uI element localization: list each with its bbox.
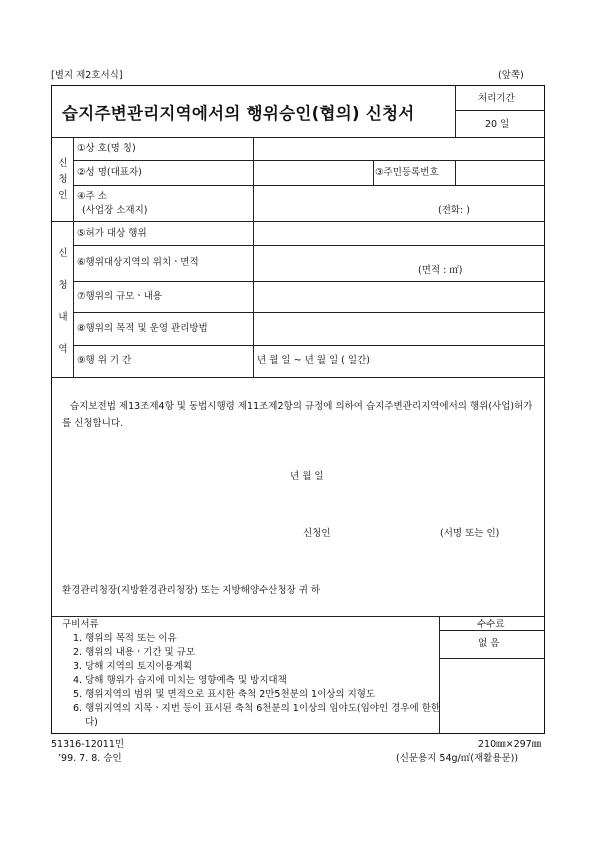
processing-period-label: 처리기간 (478, 93, 515, 104)
list-item: 2. 행위의 내용ㆍ기간 및 규모 (73, 647, 196, 658)
list-item: 4. 당해 행위가 습지에 미치는 영향예측 및 방지대책 (73, 675, 287, 686)
location-area-label: ⑥행위대상지역의 위치ㆍ면적 (77, 257, 199, 268)
form-title: 습지주변관리지역에서의 행위승인(협의) 신청서 (62, 104, 415, 123)
form-code: 51316-12011민 (51, 739, 125, 750)
list-item: 5. 행위지역의 범위 및 면적으로 표시한 축척 2만5천분의 1이상의 지형도 (73, 689, 376, 700)
representative-name-label: ②성 명(대표자) (77, 167, 142, 178)
permit-target-label: ⑤허가 대상 행위 (77, 228, 147, 239)
page-side-label: (앞쪽) (498, 70, 524, 81)
application-statement: 습지보전법 제13조제4항 및 동법시행령 제11조제2항의 규정에 의하여 습지주변관리지역에서의 행위(사업)허가를 신청합니다. (62, 401, 533, 429)
application-date: 년 월 일 (290, 471, 324, 482)
list-item: 다) (85, 717, 98, 728)
scale-content-label: ⑦행위의 규모ㆍ내용 (77, 291, 162, 302)
purpose-management-label: ⑧행위의 목적 및 운영 관리방법 (77, 323, 208, 334)
applicant-section-label: 신 청 인 (58, 158, 68, 201)
business-name-label: ①상 호(명 칭) (77, 143, 136, 154)
applicant-label: 신청인 (303, 528, 331, 539)
paper-type: (신문용지 54g/㎡(재활용문)) (396, 753, 519, 764)
list-item: 1. 행위의 목적 또는 이유 (73, 633, 177, 644)
approval-date: ’99. 7. 8. 승인 (58, 753, 122, 764)
period-field: 년 월 일 ~ 년 월 일 ( 일간) (257, 355, 370, 366)
address-label: ④주 소 (77, 191, 107, 202)
period-label: ⑨행 위 기 간 (77, 355, 132, 366)
paper-size: 210㎜×297㎜ (478, 739, 542, 750)
address-sublabel: (사업장 소재지) (82, 205, 148, 216)
registration-number-label: ③주민등록번호 (375, 167, 439, 178)
fee-value: 없 음 (478, 638, 500, 649)
processing-period-value: 20 일 (485, 119, 510, 130)
list-item: 3. 당해 지역의 토지이용계획 (73, 661, 193, 672)
form-number: [별지 제2호서식] (51, 70, 123, 81)
fee-label: 수수료 (477, 619, 505, 630)
area-field: (면적 : ㎡) (418, 265, 463, 276)
recipient-line: 환경관리청장(지방환경관리청장) 또는 지방해양수산청장 귀 하 (62, 585, 321, 596)
phone-field: (전화: ) (438, 205, 470, 216)
list-item: 6. 행위지역의 지목ㆍ지번 등이 표시된 축척 6천분의 1이상의 임야도(임야인 경우에 한한 (73, 703, 441, 714)
required-documents-label: 구비서류 (62, 619, 99, 630)
signature-field: (서명 또는 인) (440, 528, 500, 539)
details-section-label: 신 청 내 역 (58, 248, 68, 355)
